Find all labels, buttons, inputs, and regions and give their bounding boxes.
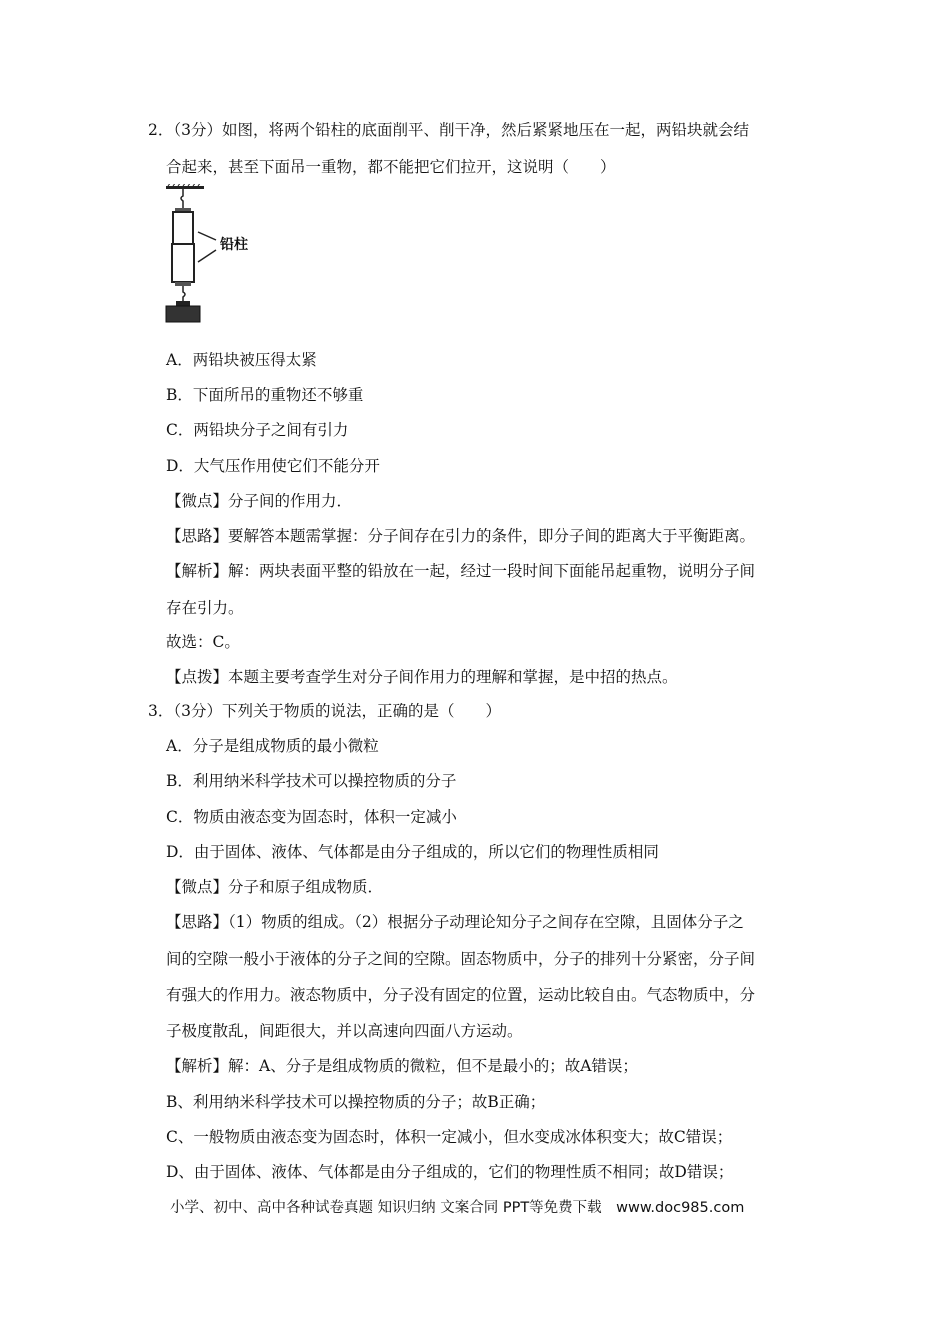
- q2-weidian: 【微点】分子间的作用力．: [166, 492, 353, 510]
- q3-silu-line1: 【思路】（1）物质的组成。（2）根据分子动理论知分子之间存在空隙，且固体分子之: [166, 913, 744, 931]
- q3-jiexi-line1: 【解析】解：A、分子是组成物质的微粒，但不是最小的；故A错误；: [166, 1057, 638, 1075]
- q2-dianbo: 【点拨】本题主要考查学生对分子间作用力的理解和掌握，是中招的热点。: [166, 668, 678, 686]
- q3-option-d: D．由于固体、液体、气体都是由分子组成的，所以它们的物理性质相同: [166, 843, 659, 861]
- lead-cylinders-figure: [160, 184, 270, 324]
- q2-option-d: D．大气压作用使它们不能分开: [166, 457, 380, 475]
- q2-option-c: C．两铅块分子之间有引力: [166, 421, 349, 439]
- q2-stem-line2: 合起来，甚至下面吊一重物，都不能把它们拉开，这说明（ ）: [166, 158, 616, 176]
- q2-option-b: B．下面所吊的重物还不够重: [166, 386, 364, 404]
- q2-answer: 故选：C。: [166, 633, 240, 651]
- figure-label: 铅柱: [220, 237, 248, 253]
- q2-silu: 【思路】要解答本题需掌握：分子间存在引力的条件，即分子间的距离大于平衡距离。: [166, 527, 756, 545]
- q3-jiexi-line4: D、由于固体、液体、气体都是由分子组成的，它们的物理性质不相同；故D错误；: [166, 1163, 734, 1181]
- q2-jiexi-line2: 存在引力。: [166, 599, 244, 617]
- q3-silu-line2: 间的空隙一般小于液体的分子之间的空隙。固态物质中，分子的排列十分紧密，分子间: [166, 950, 756, 968]
- q3-silu-line4: 子极度散乱，间距很大，并以高速向四面八方运动。: [166, 1022, 523, 1040]
- q3-jiexi-line3: C、一般物质由液态变为固态时，体积一定减小，但水变成冰体积变大；故C错误；: [166, 1128, 733, 1146]
- q2-option-a: A．两铅块被压得太紧: [166, 351, 317, 369]
- q3-option-c: C．物质由液态变为固态时，体积一定减小: [166, 808, 457, 826]
- q3-option-b: B．利用纳米科学技术可以操控物质的分子: [166, 772, 457, 790]
- q3-option-a: A．分子是组成物质的最小微粒: [166, 737, 379, 755]
- q3-silu-line3: 有强大的作用力。液态物质中，分子没有固定的位置，运动比较自由。气态物质中，分: [166, 986, 756, 1004]
- q3-stem: 3．（3分）下列关于物质的说法，正确的是（ ）: [148, 702, 501, 720]
- q3-weidian: 【微点】分子和原子组成物质．: [166, 878, 384, 896]
- q3-jiexi-line2: B、利用纳米科学技术可以操控物质的分子；故B正确；: [166, 1093, 546, 1111]
- q2-jiexi-line1: 【解析】解：两块表面平整的铅放在一起，经过一段时间下面能吊起重物，说明分子间: [166, 562, 756, 580]
- q2-stem-line1: 2．（3分）如图，将两个铅柱的底面削平、削干净，然后紧紧地压在一起，两铅块就会结: [148, 121, 749, 139]
- page-footer: 小学、初中、高中各种试卷真题 知识归纳 文案合同 PPT等免费下载 www.doc985.com: [170, 1200, 745, 1216]
